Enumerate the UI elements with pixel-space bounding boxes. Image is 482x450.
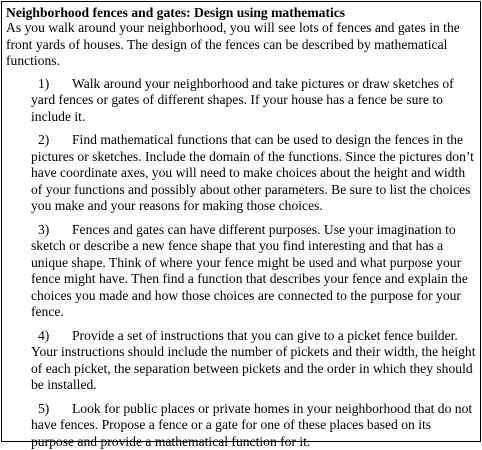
list-item-text: Find mathematical functions that can be used to design the fences in the pictures or sketches. Include the domain of the functions. Since the pictures don’t have coordinate axes, you will need to make choices about the height and width of your functions and possibly about other parameters. Be sure to list the choices you make and your reasons for making those choices.	[31, 132, 474, 213]
list-item-3	[31, 222, 476, 321]
list-item-number: 1)	[38, 76, 72, 93]
document-title: Neighborhood fences and gates: Design using mathematics	[6, 5, 476, 20]
list-item-number: 4)	[38, 328, 72, 345]
document-intro: As you walk around your neighborhood, you will see lots of fences and gates in the front yards of houses. The design of the fences can be described by mathematical functions.	[6, 20, 476, 70]
list-item-2	[31, 132, 476, 215]
list-item-number: 3)	[38, 222, 72, 239]
list-item-text: Fences and gates can have different purposes. Use your imagination to sketch or describe a new fence shape that you find interesting and that has a unique shape. Think of where your fence might be used and what purpose your fence might have. Then find a function that describes your fence and explain the choices you made and how those choices are connected to the purpose for your fence.	[31, 222, 468, 320]
list-item-number: 5)	[38, 401, 72, 418]
list-item-1	[31, 76, 476, 126]
list-item-text: Provide a set of instructions that you can give to a picket fence builder. Your instructions should include the number of pickets and their width, the height of each picket, the separation between pickets and the order in which they should be installed.	[31, 328, 476, 393]
list-item-text: Look for public places or private homes in your neighborhood that do not have fences. Propose a fence or a gate for one of these places based on its purpose and provide a mathematical function for it.	[31, 401, 472, 449]
instruction-list	[6, 76, 476, 450]
list-item-number: 2)	[38, 132, 72, 149]
list-item-text: Walk around your neighborhood and take pictures or draw sketches of yard fences or gates of different shapes. If your house has a fence be sure to include it.	[31, 76, 454, 124]
list-item-4	[31, 328, 476, 394]
document-frame	[1, 1, 481, 442]
